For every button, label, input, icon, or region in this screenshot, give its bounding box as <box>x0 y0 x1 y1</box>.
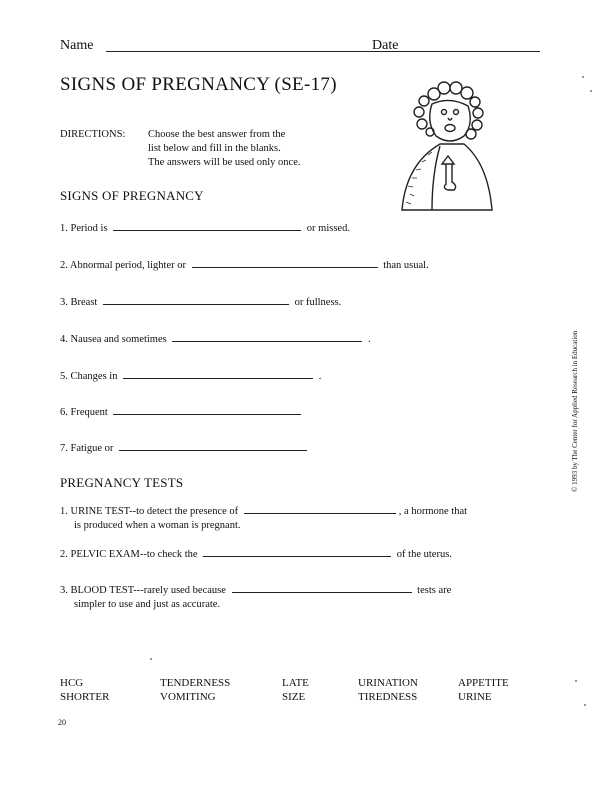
answer-blank[interactable] <box>172 331 362 342</box>
sign-question <box>60 294 341 308</box>
scan-speck <box>575 680 577 682</box>
question-number: 2. <box>60 549 68 560</box>
word-bank-item: TIREDNESS <box>358 691 418 703</box>
directions-text <box>148 128 358 170</box>
question-number: 7. <box>60 443 68 454</box>
directions-label: DIRECTIONS: <box>60 129 126 140</box>
question-number: 6. <box>60 407 68 418</box>
copyright-notice <box>565 282 579 492</box>
question-number: 4. <box>60 334 68 345</box>
test-question <box>60 546 452 562</box>
question-text: Frequent <box>70 407 108 418</box>
question-text: Period is <box>70 223 108 234</box>
sign-question <box>60 257 429 271</box>
directions-line: Choose the best answer from the <box>148 129 286 140</box>
word-bank-item: APPETITE <box>458 677 509 689</box>
directions-line: list below and fill in the blanks. <box>148 143 281 154</box>
date-field[interactable] <box>410 51 540 52</box>
answer-blank[interactable] <box>103 294 289 305</box>
answer-blank[interactable] <box>113 220 301 231</box>
question-text: Changes in <box>70 371 118 382</box>
page-title: SIGNS OF PREGNANCY (SE-17) <box>60 74 337 95</box>
sign-question <box>60 368 321 382</box>
scan-speck <box>582 76 584 78</box>
scan-speck <box>584 704 586 706</box>
question-number: 1. <box>60 506 68 517</box>
answer-blank[interactable] <box>123 368 313 379</box>
word-bank-item: SIZE <box>282 691 306 703</box>
copyright-text: © 1993 by The Center for Applied Research in Education <box>571 330 579 492</box>
word-bank-item: LATE <box>282 677 309 689</box>
question-continuation: is produced when a woman is pregnant. <box>74 520 241 531</box>
question-number: 3. <box>60 297 68 308</box>
question-number: 2. <box>60 260 68 271</box>
question-text: Nausea and sometimes <box>70 334 167 345</box>
question-number: 3. <box>60 585 68 596</box>
word-bank-item: URINATION <box>358 677 418 689</box>
test-question <box>60 582 451 612</box>
question-text: or fullness. <box>294 297 342 308</box>
sign-question <box>60 220 350 234</box>
question-text: Fatigue or <box>70 443 114 454</box>
answer-blank[interactable] <box>192 257 378 268</box>
name-label: Name <box>60 38 94 53</box>
question-text: , a hormone that <box>398 506 468 517</box>
scan-speck <box>590 90 592 92</box>
answer-blank[interactable] <box>113 404 301 415</box>
test-question <box>60 503 467 533</box>
signs-heading: SIGNS OF PREGNANCY <box>60 188 204 203</box>
question-text: of the uterus. <box>396 549 452 560</box>
word-bank-item: TENDERNESS <box>160 677 231 689</box>
answer-blank[interactable] <box>244 503 396 514</box>
sign-question <box>60 404 304 418</box>
question-text: or missed. <box>306 223 350 234</box>
word-bank-item: SHORTER <box>60 691 110 703</box>
question-text: Abnormal period, lighter or <box>69 260 186 271</box>
sign-question <box>60 331 371 345</box>
question-text: . <box>367 334 371 345</box>
word-bank-item: VOMITING <box>160 691 216 703</box>
question-text: . <box>318 371 322 382</box>
page-number: 20 <box>58 718 66 727</box>
question-text: tests are <box>417 585 452 596</box>
sign-question <box>60 440 310 454</box>
answer-blank[interactable] <box>119 440 307 451</box>
question-number: 5. <box>60 371 68 382</box>
question-text: than usual. <box>383 260 429 271</box>
date-label: Date <box>372 38 399 53</box>
question-text: PELVIC EXAM--to check the <box>70 549 198 560</box>
question-number: 1. <box>60 223 68 234</box>
answer-blank[interactable] <box>203 546 391 557</box>
question-text: URINE TEST--to detect the presence of <box>70 506 239 517</box>
word-bank-item: HCG <box>60 677 84 689</box>
word-bank-item: URINE <box>458 691 492 703</box>
question-text: BLOOD TEST---rarely used because <box>70 585 226 596</box>
answer-blank[interactable] <box>232 582 412 593</box>
tests-heading: PREGNANCY TESTS <box>60 475 184 490</box>
question-continuation: simpler to use and just as accurate. <box>74 599 221 610</box>
question-text: Breast <box>70 297 98 308</box>
scan-speck <box>150 658 152 660</box>
girl-illustration <box>392 74 512 214</box>
directions-line: The answers will be used only once. <box>148 157 301 168</box>
